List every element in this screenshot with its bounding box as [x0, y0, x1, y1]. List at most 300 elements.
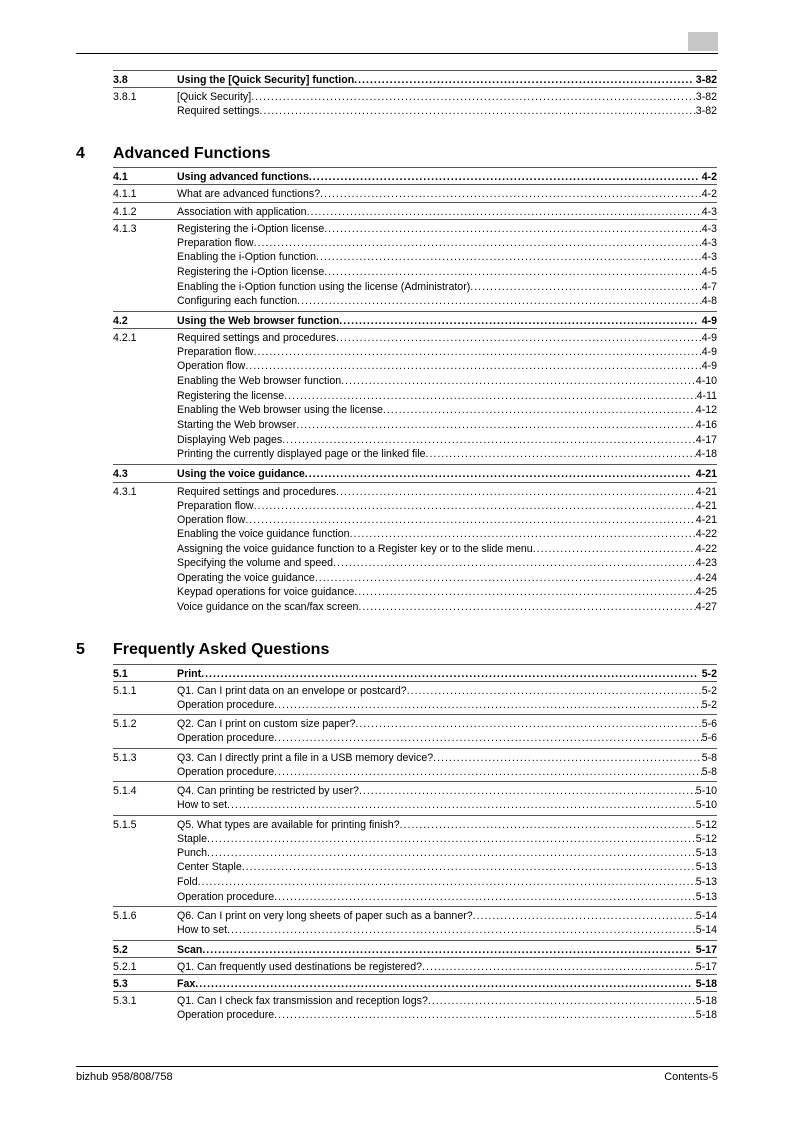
toc-entry-title: Assigning the voice guidance function to a Register key or to the slide menu: [177, 543, 533, 555]
dot-leader: [254, 236, 702, 250]
toc-entry-line: [177, 698, 717, 712]
toc-entry-page: 4-22: [695, 543, 717, 555]
toc-entry-page: 4-9: [701, 346, 717, 358]
dot-leader: [383, 403, 696, 417]
toc-entry[interactable]: [113, 447, 717, 461]
toc-entry-line: [177, 345, 717, 359]
dot-leader: [307, 205, 702, 219]
toc-entry-number: 5.1.4: [113, 785, 137, 797]
chapter-number: 4: [76, 145, 85, 162]
toc-section-entry[interactable]: [113, 467, 717, 481]
toc-entry-title: Operation procedure: [177, 766, 275, 778]
dot-leader: [400, 818, 696, 832]
toc-entry[interactable]: [113, 222, 717, 236]
toc-entry[interactable]: [113, 698, 717, 712]
toc-entry[interactable]: [113, 571, 717, 585]
toc-entry[interactable]: [113, 389, 717, 403]
toc-entry-title: Using the Web browser function: [177, 315, 340, 327]
toc-entry[interactable]: [113, 860, 717, 874]
toc-entry-page: 5-13: [695, 847, 717, 859]
toc-entry-page: 5-10: [695, 785, 717, 797]
toc-entry-line: [177, 832, 717, 846]
toc-entry[interactable]: [113, 433, 717, 447]
toc-entry-title: Registering the i-Option license: [177, 223, 325, 235]
toc-entry-page: 5-18: [695, 978, 717, 990]
toc-entry-line: [177, 418, 717, 432]
toc-entry[interactable]: [113, 499, 717, 513]
toc-entry[interactable]: [113, 731, 717, 745]
corner-tab: [688, 32, 718, 51]
toc-entry-page: 5-10: [695, 799, 717, 811]
dot-leader: [339, 314, 697, 328]
toc-entry-title: What are advanced functions?: [177, 188, 321, 200]
toc-entry-page: 4-21: [695, 514, 717, 526]
dot-leader: [254, 345, 702, 359]
toc-entry-title: Q6. Can I print on very long sheets of paper such as a banner?: [177, 910, 473, 922]
dot-leader: [316, 250, 702, 264]
chapter-heading: [76, 639, 716, 661]
toc-entry-title: Q3. Can I directly print a file in a USB memory device?: [177, 752, 434, 764]
dot-leader: [422, 960, 696, 974]
toc-entry[interactable]: [113, 331, 717, 345]
dot-leader: [359, 784, 696, 798]
toc-entry[interactable]: [113, 909, 717, 923]
toc-section-entry[interactable]: [113, 977, 717, 991]
toc-entry-number: 5.2.1: [113, 961, 137, 973]
toc-entry-title: Association with application: [177, 206, 307, 218]
toc-entry-title: Fax: [177, 978, 196, 990]
toc-entry-line: [177, 331, 717, 345]
toc-entry-line: [177, 359, 717, 373]
toc-entry-title: Required settings and procedures: [177, 486, 337, 498]
toc-entry-number: 5.3: [113, 978, 128, 990]
toc-entry-page: 4-3: [701, 206, 717, 218]
toc-entry-page: 4-2: [701, 171, 717, 183]
toc-entry-page: 5-6: [701, 718, 717, 730]
dot-leader: [284, 389, 696, 403]
toc-entry-title: Printing the currently displayed page or the linked file: [177, 448, 426, 460]
toc-entry-page: 5-18: [695, 995, 717, 1007]
toc-entry[interactable]: [113, 236, 717, 250]
toc-entry-title: Preparation flow: [177, 346, 254, 358]
toc-entry-line: [177, 923, 717, 937]
dot-leader: [274, 731, 702, 745]
toc-section-entry[interactable]: [113, 943, 717, 957]
toc-entry[interactable]: [113, 205, 717, 219]
toc-entry-line: [177, 977, 717, 991]
toc-entry-line: [177, 314, 717, 328]
toc-entry-line: [177, 447, 717, 461]
toc-entry-line: [177, 222, 717, 236]
toc-entry[interactable]: [113, 846, 717, 860]
dot-leader: [354, 73, 692, 87]
dot-leader: [227, 923, 696, 937]
toc-entry-title: Enabling the i-Option function: [177, 251, 316, 263]
toc-entry[interactable]: [113, 485, 717, 499]
toc-entry-title: Voice guidance on the scan/fax screen: [177, 601, 359, 613]
dot-leader: [207, 832, 696, 846]
toc-entry-page: 5-2: [701, 668, 717, 680]
dot-leader: [341, 374, 696, 388]
toc-entry-number: 4.1.2: [113, 206, 137, 218]
toc-entry-title: Keypad operations for voice guidance: [177, 586, 355, 598]
dot-leader: [201, 667, 698, 681]
toc-entry-title: Using the [Quick Security] function: [177, 74, 355, 86]
dot-leader: [309, 170, 698, 184]
toc-entry-number: 4.2.1: [113, 332, 137, 344]
dot-leader: [473, 909, 696, 923]
toc-entry[interactable]: [113, 751, 717, 765]
toc-entry[interactable]: [113, 765, 717, 779]
toc-entry-page: 5-13: [695, 876, 717, 888]
toc-entry-title: Print: [177, 668, 202, 680]
toc-entry-line: [177, 104, 717, 118]
toc-entry-line: [177, 236, 717, 250]
toc-entry-number: 4.3: [113, 468, 128, 480]
toc-entry[interactable]: [113, 960, 717, 974]
toc-entry-line: [177, 170, 717, 184]
dot-leader: [355, 717, 701, 731]
toc-entry-line: [177, 994, 717, 1008]
toc-entry-line: [177, 846, 717, 860]
dot-leader: [198, 875, 696, 889]
toc-entry-title: Operating the voice guidance: [177, 572, 315, 584]
toc-entry-title: Q1. Can I print data on an envelope or postcard?: [177, 685, 407, 697]
toc-entry-page: 4-24: [695, 572, 717, 584]
toc-entry-line: [177, 187, 717, 201]
toc-entry[interactable]: [113, 403, 717, 417]
toc-entry-page: 3-82: [695, 91, 717, 103]
toc-entry-title: Preparation flow: [177, 500, 254, 512]
toc-entry-title: Q1. Can I check fax transmission and reception logs?: [177, 995, 428, 1007]
toc-entry-page: 4-25: [695, 586, 717, 598]
toc-entry-title: Q1. Can frequently used destinations be registered?: [177, 961, 422, 973]
dot-leader: [407, 684, 702, 698]
toc-entry-title: Fold: [177, 876, 198, 888]
toc-entry[interactable]: [113, 250, 717, 264]
toc-section-entry[interactable]: [113, 73, 717, 87]
toc-entry-page: 4-23: [695, 557, 717, 569]
toc-entry-title: Using advanced functions: [177, 171, 309, 183]
toc-entry-line: [177, 403, 717, 417]
dot-leader: [245, 359, 701, 373]
toc-section-entry[interactable]: [113, 314, 717, 328]
dot-leader: [242, 860, 696, 874]
dot-leader: [350, 527, 696, 541]
toc-entry-line: [177, 751, 717, 765]
chapter-title: Frequently Asked Questions: [113, 641, 330, 658]
toc-entry-title: Operation procedure: [177, 732, 275, 744]
toc-entry[interactable]: [113, 345, 717, 359]
toc-entry-title: Operation procedure: [177, 1009, 275, 1021]
toc-entry[interactable]: [113, 280, 717, 294]
toc-entry-line: [177, 556, 717, 570]
toc-entry[interactable]: [113, 513, 717, 527]
toc-entry-title: Enabling the voice guidance function: [177, 528, 350, 540]
toc-entry-title: Operation flow: [177, 360, 246, 372]
toc-entry-page: 4-5: [701, 266, 717, 278]
toc-entry[interactable]: [113, 374, 717, 388]
dot-leader: [227, 798, 696, 812]
toc-entry-line: [177, 798, 717, 812]
toc-entry-line: [177, 667, 717, 681]
toc-entry-title: Required settings: [177, 105, 260, 117]
toc-entry-title: Punch: [177, 847, 208, 859]
dot-leader: [195, 977, 692, 991]
toc-entry-number: 4.2: [113, 315, 128, 327]
toc-entry-line: [177, 73, 717, 87]
toc-entry-line: [177, 875, 717, 889]
toc-entry-page: 5-2: [701, 699, 717, 711]
toc-entry-number: 5.1.6: [113, 910, 137, 922]
toc-entry-page: 4-3: [701, 237, 717, 249]
dot-leader: [324, 265, 701, 279]
toc-entry-number: 4.1.1: [113, 188, 137, 200]
header-rule: [76, 53, 718, 54]
toc-entry[interactable]: [113, 798, 717, 812]
toc-entry-page: 4-3: [701, 251, 717, 263]
toc-entry-page: 4-18: [695, 448, 717, 460]
toc-entry-title: Q5. What types are available for printing finish?: [177, 819, 400, 831]
toc-entry[interactable]: [113, 359, 717, 373]
toc-entry[interactable]: [113, 585, 717, 599]
toc-entry-page: 5-17: [695, 944, 717, 956]
toc-entry[interactable]: [113, 418, 717, 432]
toc-entry-line: [177, 818, 717, 832]
dot-leader: [296, 418, 695, 432]
toc-entry-line: [177, 600, 717, 614]
toc-entry-page: 5-18: [695, 1009, 717, 1021]
toc-entry-page: 4-11: [696, 390, 717, 402]
toc-entry-line: [177, 467, 717, 481]
toc-entry-page: 4-22: [695, 528, 717, 540]
toc-section-entry[interactable]: [113, 667, 717, 681]
toc-entry-line: [177, 960, 717, 974]
toc-entry-page: 5-8: [701, 766, 717, 778]
toc-entry-title: Registering the i-Option license: [177, 266, 325, 278]
toc-entry[interactable]: [113, 600, 717, 614]
toc-entry-number: 3.8.1: [113, 91, 137, 103]
dot-leader: [333, 556, 696, 570]
toc-entry-title: Required settings and procedures: [177, 332, 337, 344]
toc-entry[interactable]: [113, 90, 717, 104]
toc-entry-page: 4-9: [701, 360, 717, 372]
toc-entry-title: Specifying the volume and speed: [177, 557, 334, 569]
toc-entry-page: 3-82: [695, 74, 717, 86]
toc-entry-line: [177, 389, 717, 403]
toc-entry-title: Scan: [177, 944, 203, 956]
toc-entry-title: Enabling the i-Option function using the license (Administrator): [177, 281, 471, 293]
toc-entry-page: 5-14: [695, 910, 717, 922]
toc-entry-page: 4-21: [695, 486, 717, 498]
dot-leader: [274, 890, 696, 904]
dot-leader: [202, 943, 691, 957]
dot-leader: [305, 467, 692, 481]
toc-entry-page: 5-2: [701, 685, 717, 697]
toc-entry-title: Q4. Can printing be restricted by user?: [177, 785, 359, 797]
dot-leader: [336, 331, 702, 345]
toc-entry-line: [177, 485, 717, 499]
toc-entry-page: 5-17: [695, 961, 717, 973]
toc-entry-title: How to set: [177, 924, 228, 936]
toc-entry-page: 4-21: [695, 468, 717, 480]
toc-entry-title: Enabling the Web browser using the license: [177, 404, 383, 416]
toc-entry-number: 4.3.1: [113, 486, 137, 498]
toc-entry-line: [177, 1008, 717, 1022]
toc-entry-page: 5-14: [695, 924, 717, 936]
toc-entry-title: Operation procedure: [177, 891, 275, 903]
dot-leader: [433, 751, 702, 765]
toc-entry-page: 4-17: [695, 434, 717, 446]
toc-entry[interactable]: [113, 784, 717, 798]
toc-entry-page: 4-9: [701, 315, 717, 327]
chapter-heading: [76, 143, 716, 165]
toc-entry-line: [177, 542, 717, 556]
toc-entry-title: Operation flow: [177, 514, 246, 526]
toc-entry-number: 4.1: [113, 171, 128, 183]
toc-entry-title: Operation procedure: [177, 699, 275, 711]
toc-entry-line: [177, 280, 717, 294]
dot-leader: [426, 447, 696, 461]
toc-entry-title: How to set: [177, 799, 228, 811]
toc-entry-page: 4-7: [701, 281, 717, 293]
toc-entry-line: [177, 374, 717, 388]
dot-leader: [274, 1008, 696, 1022]
toc-entry-line: [177, 860, 717, 874]
toc-entry-line: [177, 571, 717, 585]
dot-leader: [251, 90, 696, 104]
dot-leader: [428, 994, 696, 1008]
toc-entry-page: 4-16: [695, 419, 717, 431]
toc-entry-line: [177, 499, 717, 513]
footer-page-number: Contents-5: [664, 1071, 718, 1083]
dot-leader: [245, 513, 695, 527]
toc-entry[interactable]: [113, 104, 717, 118]
toc-entry-title: Enabling the Web browser function: [177, 375, 342, 387]
toc-entry-line: [177, 205, 717, 219]
toc-entry-line: [177, 784, 717, 798]
dot-leader: [324, 222, 701, 236]
toc-entry[interactable]: [113, 818, 717, 832]
toc-entry[interactable]: [113, 556, 717, 570]
toc-entry-number: 5.1: [113, 668, 128, 680]
toc-entry-page: 5-13: [695, 891, 717, 903]
dot-leader: [336, 485, 696, 499]
toc-entry-page: 5-13: [695, 861, 717, 873]
dot-leader: [470, 280, 701, 294]
toc-entry-line: [177, 717, 717, 731]
toc-entry-title: Registering the license: [177, 390, 285, 402]
dot-leader: [354, 585, 696, 599]
toc-entry-title: Center Staple: [177, 861, 242, 873]
dot-leader: [358, 600, 695, 614]
toc-entry-page: 5-12: [695, 819, 717, 831]
toc-entry[interactable]: [113, 187, 717, 201]
dot-leader: [207, 846, 696, 860]
toc-entry-line: [177, 250, 717, 264]
toc-entry-line: [177, 684, 717, 698]
toc-entry-line: [177, 909, 717, 923]
toc-entry[interactable]: [113, 832, 717, 846]
toc-entry-title: Preparation flow: [177, 237, 254, 249]
toc-entry-page: 4-21: [695, 500, 717, 512]
toc-entry-number: 4.1.3: [113, 223, 137, 235]
dot-leader: [297, 294, 702, 308]
toc-section-entry[interactable]: [113, 170, 717, 184]
toc-entry[interactable]: [113, 542, 717, 556]
toc-entry-title: Starting the Web browser: [177, 419, 297, 431]
toc-entry-page: 4-27: [695, 601, 717, 613]
toc-entry-line: [177, 890, 717, 904]
toc-entry-line: [177, 765, 717, 779]
footer-rule: [76, 1066, 718, 1067]
toc-entry[interactable]: [113, 875, 717, 889]
toc-entry-title: Q2. Can I print on custom size paper?: [177, 718, 356, 730]
toc-entry-page: 5-6: [701, 732, 717, 744]
dot-leader: [320, 187, 702, 201]
chapter-title: Advanced Functions: [113, 145, 271, 162]
toc-entry-page: 4-12: [695, 404, 717, 416]
toc-entry[interactable]: [113, 265, 717, 279]
dot-leader: [533, 542, 696, 556]
toc-entry[interactable]: [113, 1008, 717, 1022]
toc-entry-line: [177, 265, 717, 279]
dot-leader: [315, 571, 696, 585]
toc-entry-page: 4-9: [701, 332, 717, 344]
toc-entry[interactable]: [113, 294, 717, 308]
dot-leader: [254, 499, 696, 513]
dot-leader: [259, 104, 695, 118]
toc-entry-page: 3-82: [695, 105, 717, 117]
chapter-number: 5: [76, 641, 85, 658]
toc-entry-line: [177, 527, 717, 541]
toc-entry-line: [177, 294, 717, 308]
toc-entry-line: [177, 943, 717, 957]
toc-entry[interactable]: [113, 527, 717, 541]
toc-entry[interactable]: [113, 717, 717, 731]
toc-entry-number: 3.8: [113, 74, 128, 86]
toc-entry-page: 4-2: [701, 188, 717, 200]
toc-entry-title: Using the voice guidance: [177, 468, 305, 480]
toc-entry-line: [177, 90, 717, 104]
dot-leader: [282, 433, 696, 447]
toc-entry[interactable]: [113, 923, 717, 937]
toc-entry-page: 4-3: [701, 223, 717, 235]
footer-product: bizhub 958/808/758: [76, 1071, 173, 1083]
toc-entry[interactable]: [113, 994, 717, 1008]
toc-entry-number: 5.3.1: [113, 995, 137, 1007]
toc-entry[interactable]: [113, 684, 717, 698]
toc-entry-page: 5-8: [701, 752, 717, 764]
toc-entry-title: Displaying Web pages: [177, 434, 283, 446]
toc-entry-number: 5.1.2: [113, 718, 137, 730]
toc-entry-line: [177, 731, 717, 745]
toc-entry-page: 5-12: [695, 833, 717, 845]
toc-entry-page: 4-10: [695, 375, 717, 387]
dot-leader: [274, 765, 702, 779]
toc-entry-number: 5.1.5: [113, 819, 137, 831]
toc-entry-number: 5.2: [113, 944, 128, 956]
toc-entry-number: 5.1.3: [113, 752, 137, 764]
toc-entry-title: Configuring each function: [177, 295, 298, 307]
toc-entry-number: 5.1.1: [113, 685, 137, 697]
toc-entry-title: [Quick Security]: [177, 91, 252, 103]
toc-entry-line: [177, 513, 717, 527]
toc-entry-line: [177, 433, 717, 447]
toc-entry[interactable]: [113, 890, 717, 904]
toc-entry-line: [177, 585, 717, 599]
dot-leader: [274, 698, 702, 712]
